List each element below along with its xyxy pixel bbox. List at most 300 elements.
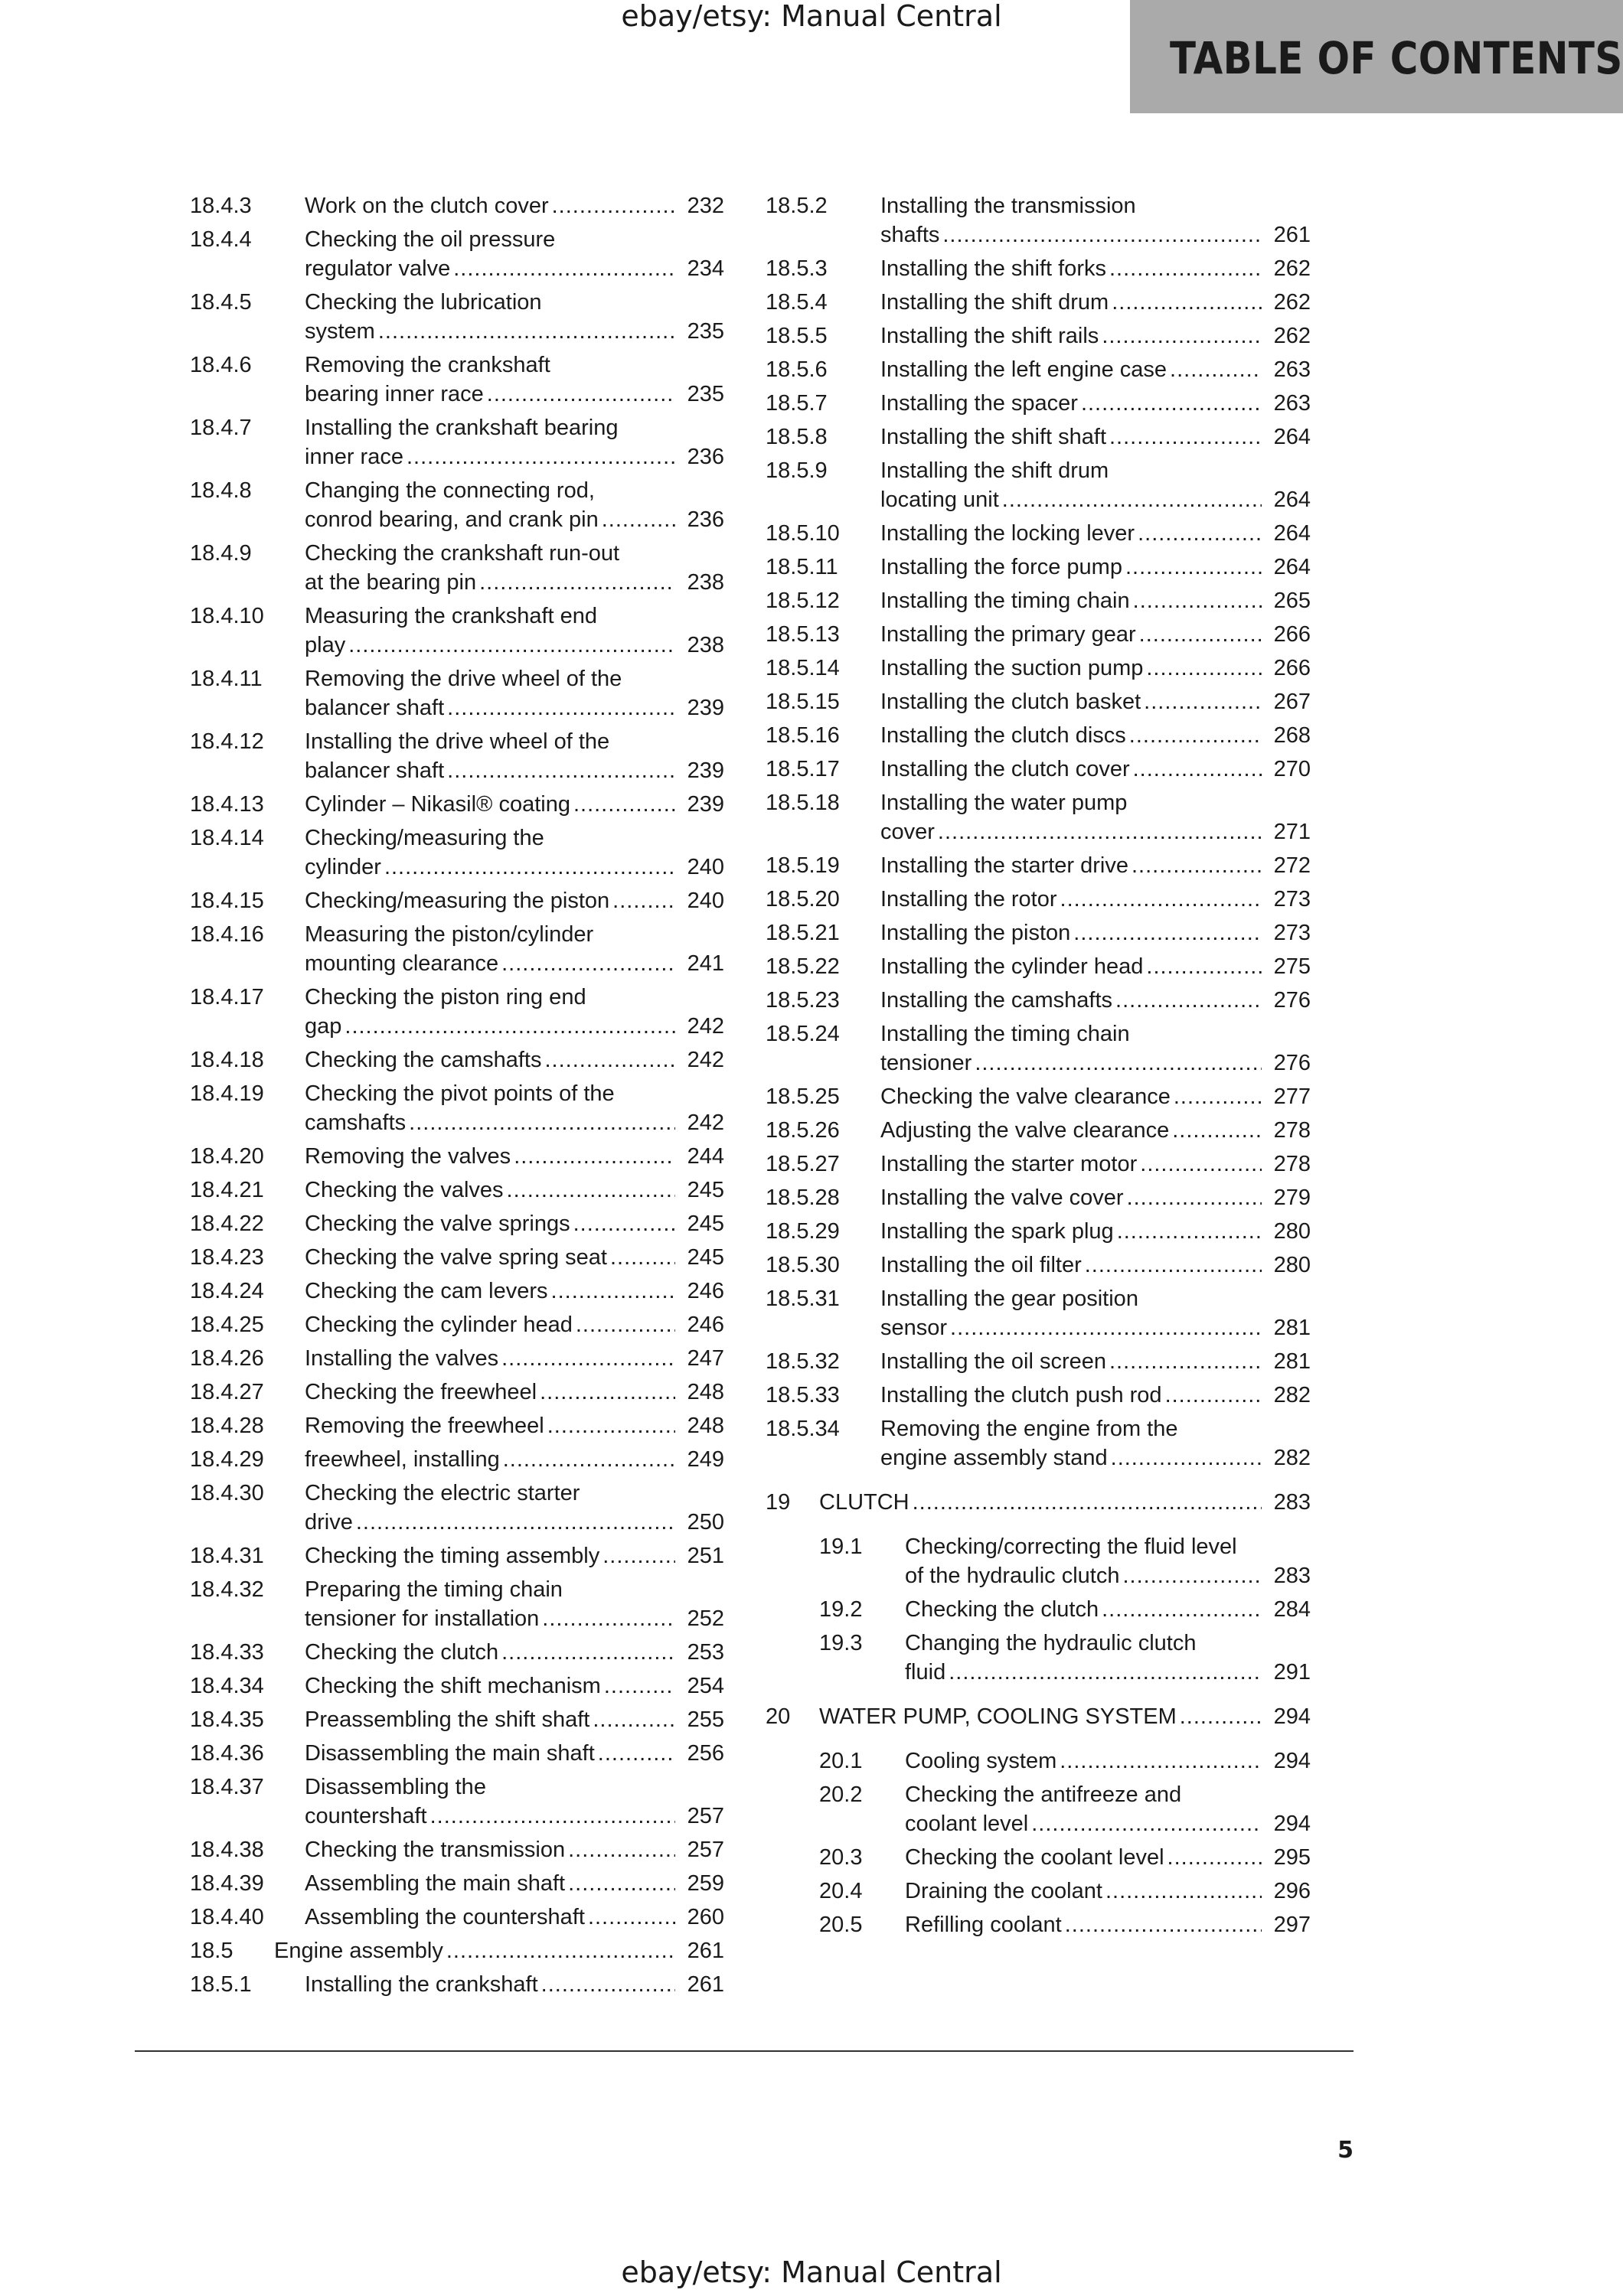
toc-entry-number: 18.4.30	[190, 1481, 264, 1505]
toc-entry[interactable]	[190, 1898, 724, 1932]
toc-entry-title-line: Installing the shift forks	[880, 256, 1106, 281]
toc-entry[interactable]	[766, 1872, 1311, 1906]
toc-entry[interactable]	[766, 187, 1311, 249]
toc-entry-title-line: Installing the shift drum	[880, 458, 1109, 483]
toc-entry[interactable]	[766, 317, 1311, 351]
toc-entry-title-line: Measuring the crankshaft end	[305, 604, 598, 628]
toc-entry[interactable]	[190, 471, 724, 534]
toc-entry[interactable]	[190, 1701, 724, 1734]
toc-entry-title-line: Checking the piston ring end	[305, 985, 586, 1009]
toc-dot-leader	[1133, 586, 1262, 615]
toc-entry-title-line: Installing the gear position	[880, 1287, 1138, 1311]
toc-entry-page: 278	[1273, 1118, 1311, 1143]
toc-entry-number: 19	[766, 1490, 791, 1515]
toc-dot-leader	[356, 1508, 675, 1537]
toc-entry-number: 18.5	[190, 1939, 233, 1963]
toc-entry[interactable]	[766, 1342, 1311, 1376]
toc-entry[interactable]	[766, 880, 1311, 914]
toc-entry-page: 239	[687, 696, 724, 720]
toc-entry-page: 244	[687, 1144, 724, 1169]
toc-entry-page: 254	[687, 1674, 724, 1698]
toc-entry-title-line: Engine assembly	[274, 1939, 443, 1963]
toc-entry-page: 232	[687, 194, 724, 218]
toc-entry[interactable]	[190, 1205, 724, 1238]
toc-entry-title-line: Adjusting the valve clearance	[880, 1118, 1170, 1143]
toc-entry-title-line: Installing the primary gear	[880, 622, 1136, 647]
toc-entry-title-line: Assembling the countershaft	[305, 1905, 585, 1929]
toc-dot-leader	[1144, 687, 1262, 716]
toc-entry[interactable]	[766, 1590, 1311, 1624]
toc-dot-leader	[453, 254, 675, 283]
toc-entry-page: 263	[1273, 391, 1311, 416]
toc-entry[interactable]	[766, 283, 1311, 317]
toc-entry[interactable]	[190, 882, 724, 915]
toc-entry-title-line: countershaft	[305, 1804, 427, 1828]
toc-entry-page: 276	[1273, 1051, 1311, 1075]
toc-entry-page: 273	[1273, 921, 1311, 945]
toc-entry-number: 18.5.21	[766, 921, 840, 945]
toc-dot-leader	[551, 1277, 675, 1306]
toc-entry-title-line: Preassembling the shift shaft	[305, 1707, 590, 1732]
toc-dot-leader	[540, 1378, 675, 1407]
toc-entry-title-line: WATER PUMP, COOLING SYSTEM	[819, 1704, 1177, 1729]
toc-entry-number: 18.4.25	[190, 1313, 264, 1337]
toc-entry-page: 242	[687, 1048, 724, 1072]
toc-entry-title-line: Work on the clutch cover	[305, 194, 549, 218]
toc-entry-title-line: CLUTCH	[819, 1490, 909, 1515]
toc-dot-leader	[1146, 654, 1262, 683]
toc-dot-leader	[610, 1243, 675, 1272]
toc-entry-title-line: Installing the left engine case	[880, 357, 1167, 382]
toc-entry-title-line: tensioner for installation	[305, 1606, 540, 1631]
toc-entry-number: 18.4.15	[190, 889, 264, 913]
toc-dot-leader	[612, 886, 675, 915]
toc-entry-page: 251	[687, 1544, 724, 1568]
toc-dot-leader	[1111, 1443, 1262, 1473]
toc-entry-page: 257	[687, 1804, 724, 1828]
toc-dot-leader	[345, 1012, 675, 1041]
toc-entry-title-line: balancer shaft	[305, 758, 445, 783]
toc-entry[interactable]	[190, 409, 724, 471]
toc-entry[interactable]	[766, 914, 1311, 947]
toc-dot-leader	[447, 756, 675, 785]
toc-entry-title-line: Installing the piston	[880, 921, 1071, 945]
toc-dot-leader	[1127, 1183, 1262, 1212]
toc-entry[interactable]	[766, 1111, 1311, 1145]
toc-entry-page: 256	[687, 1741, 724, 1766]
toc-entry-page: 241	[687, 951, 724, 976]
toc-entry-page: 294	[1273, 1749, 1311, 1773]
toc-entry-number: 18.5.7	[766, 391, 828, 416]
toc-entry-page: 250	[687, 1510, 724, 1534]
toc-entry[interactable]	[766, 750, 1311, 784]
toc-entry[interactable]	[190, 1734, 724, 1768]
toc-entry-number: 18.4.34	[190, 1674, 264, 1698]
toc-entry-number: 18.4.31	[190, 1544, 264, 1568]
toc-entry[interactable]	[190, 1864, 724, 1898]
toc-entry-page: 240	[687, 855, 724, 879]
toc-dot-leader	[542, 1604, 675, 1633]
toc-entry-number: 18.4.38	[190, 1838, 264, 1862]
toc-entry[interactable]	[766, 1015, 1311, 1078]
toc-entry-title-line: Removing the freewheel	[305, 1414, 544, 1438]
toc-entry[interactable]	[190, 220, 724, 283]
toc-entry-number: 18.4.11	[190, 667, 263, 691]
toc-entry[interactable]	[766, 384, 1311, 418]
toc-dot-leader	[547, 1411, 675, 1440]
toc-entry[interactable]	[766, 1212, 1311, 1246]
toc-entry[interactable]	[190, 915, 724, 978]
toc-entry-title-line: Checking the timing assembly	[305, 1544, 600, 1568]
toc-entry-page: 235	[687, 382, 724, 406]
toc-entry-number: 18.5.13	[766, 622, 840, 647]
toc-entry-page: 277	[1273, 1084, 1311, 1109]
toc-entry-title-line: Checking the valve clearance	[880, 1084, 1171, 1109]
toc-entry-number: 18.4.7	[190, 416, 252, 440]
toc-right-column	[766, 187, 1311, 1939]
toc-entry-page: 240	[687, 889, 724, 913]
toc-entry-page: 278	[1273, 1152, 1311, 1176]
toc-entry-number: 18.4.12	[190, 729, 264, 754]
toc-entry[interactable]	[190, 1306, 724, 1339]
toc-entry[interactable]	[190, 187, 724, 220]
toc-entry[interactable]	[190, 785, 724, 819]
toc-entry[interactable]	[766, 1776, 1311, 1838]
toc-entry[interactable]	[190, 1768, 724, 1831]
toc-entry-number: 18.5.3	[766, 256, 828, 281]
toc-entry-title-line: Checking the shift mechanism	[305, 1674, 601, 1698]
toc-entry-page: 261	[687, 1939, 724, 1963]
toc-entry-title-line: Installing the clutch push rod	[880, 1383, 1162, 1407]
toc-entry-title-line: Installing the clutch discs	[880, 723, 1126, 748]
toc-dot-leader	[1105, 1877, 1262, 1906]
toc-dot-leader	[447, 693, 675, 722]
toc-entry-title-line: Installing the cylinder head	[880, 954, 1144, 979]
toc-entry-number: 18.4.36	[190, 1741, 264, 1766]
toc-dot-leader	[507, 1176, 675, 1205]
toc-entry[interactable]	[766, 582, 1311, 615]
toc-entry-page: 279	[1273, 1186, 1311, 1210]
toc-entry-page: 242	[687, 1110, 724, 1135]
toc-entry[interactable]	[190, 1440, 724, 1474]
toc-entry[interactable]	[190, 1570, 724, 1633]
toc-dot-leader	[1138, 519, 1262, 548]
toc-entry[interactable]	[766, 1687, 1311, 1742]
toc-entry-page: 245	[687, 1245, 724, 1270]
toc-entry-number: 20.4	[819, 1879, 863, 1903]
toc-entry-title-line: Installing the force pump	[880, 555, 1122, 579]
toc-entry[interactable]	[190, 1171, 724, 1205]
toc-header-title: TABLE OF CONTENTS	[1170, 32, 1623, 84]
toc-entry-number: 18.5.16	[766, 723, 840, 748]
toc-entry[interactable]	[190, 1932, 724, 1965]
toc-entry-title-line: Installing the valve cover	[880, 1186, 1124, 1210]
toc-dot-leader	[1140, 1150, 1262, 1179]
toc-header-box	[1130, 0, 1623, 113]
toc-entry-number: 20.3	[819, 1845, 863, 1870]
toc-entry-title-line: inner race	[305, 445, 403, 469]
toc-entry[interactable]	[190, 283, 724, 346]
toc-entry-page: 284	[1273, 1597, 1311, 1622]
toc-entry-page: 239	[687, 792, 724, 817]
toc-entry-page: 273	[1273, 887, 1311, 912]
toc-entry-title-line: Installing the water pump	[880, 791, 1128, 815]
toc-entry-title-line: bearing inner race	[305, 382, 484, 406]
toc-entry-title-line: Checking/measuring the piston	[305, 889, 610, 913]
toc-entry[interactable]	[766, 846, 1311, 880]
toc-entry-title-line: Removing the crankshaft	[305, 353, 550, 377]
toc-entry-title-line: Checking the valve spring seat	[305, 1245, 607, 1270]
toc-entry[interactable]	[766, 351, 1311, 384]
toc-entry[interactable]	[190, 597, 724, 660]
toc-entry-page: 253	[687, 1640, 724, 1665]
toc-entry[interactable]	[766, 1473, 1311, 1528]
toc-dot-leader	[603, 1541, 675, 1570]
toc-entry[interactable]	[766, 1906, 1311, 1939]
toc-entry[interactable]	[190, 1238, 724, 1272]
toc-dot-leader	[479, 568, 675, 597]
toc-entry-page: 257	[687, 1838, 724, 1862]
toc-entry-page: 282	[1273, 1446, 1311, 1470]
toc-entry-number: 18.5.31	[766, 1287, 840, 1311]
toc-entry-title-line: balancer shaft	[305, 696, 445, 720]
toc-dot-leader	[1165, 1381, 1262, 1410]
toc-entry-page: 242	[687, 1014, 724, 1039]
toc-entry-title-line: Installing the timing chain	[880, 589, 1130, 613]
toc-entry-number: 20.1	[819, 1749, 863, 1773]
toc-entry-number: 18.4.27	[190, 1380, 264, 1404]
toc-entry[interactable]	[190, 1075, 724, 1137]
toc-entry[interactable]	[766, 1410, 1311, 1473]
toc-dot-leader	[1109, 254, 1262, 283]
toc-entry[interactable]	[190, 722, 724, 785]
toc-entry-number: 18.4.29	[190, 1447, 264, 1472]
toc-entry-number: 18.4.6	[190, 353, 252, 377]
toc-entry-title-line: Checking the electric starter	[305, 1481, 580, 1505]
toc-entry-title-line: Installing the rotor	[880, 887, 1057, 912]
toc-entry[interactable]	[190, 1041, 724, 1075]
toc-entry-page: 264	[1273, 555, 1311, 579]
toc-entry[interactable]	[190, 1474, 724, 1537]
toc-entry[interactable]	[190, 534, 724, 597]
toc-entry-page: 291	[1273, 1660, 1311, 1684]
toc-entry-title-line: Changing the hydraulic clutch	[905, 1631, 1197, 1655]
toc-entry[interactable]	[766, 1528, 1311, 1590]
toc-dot-leader	[1081, 389, 1262, 418]
toc-entry-number: 20.5	[819, 1913, 863, 1937]
toc-entry-number: 18.4.10	[190, 604, 264, 628]
toc-entry-page: 267	[1273, 690, 1311, 714]
toc-entry[interactable]	[766, 514, 1311, 548]
toc-entry-page: 261	[687, 1972, 724, 1997]
toc-entry-page: 262	[1273, 290, 1311, 315]
toc-entry-title-line: freewheel, installing	[305, 1447, 500, 1472]
toc-entry-number: 18.4.26	[190, 1346, 264, 1371]
toc-dot-leader	[1112, 288, 1262, 317]
toc-entry[interactable]	[190, 1831, 724, 1864]
toc-entry[interactable]	[766, 716, 1311, 750]
toc-entry-page: 282	[1273, 1383, 1311, 1407]
toc-entry[interactable]	[190, 1339, 724, 1373]
toc-entry-title-line: Checking the pivot points of the	[305, 1081, 615, 1106]
toc-entry-number: 18.5.26	[766, 1118, 840, 1143]
toc-entry-title-line: engine assembly stand	[880, 1446, 1108, 1470]
toc-entry-title-line: fluid	[905, 1660, 946, 1684]
toc-entry[interactable]	[766, 1280, 1311, 1342]
toc-dot-leader	[573, 1209, 675, 1238]
toc-entry[interactable]	[766, 1624, 1311, 1687]
toc-dot-leader	[949, 1658, 1262, 1687]
toc-entry[interactable]	[766, 548, 1311, 582]
toc-dot-leader	[384, 853, 675, 882]
toc-entry-page: 281	[1273, 1349, 1311, 1374]
toc-entry-number: 18.5.34	[766, 1417, 840, 1441]
toc-entry-number: 18.5.24	[766, 1022, 840, 1046]
toc-entry-number: 18.4.20	[190, 1144, 264, 1169]
toc-entry-page: 245	[687, 1178, 724, 1202]
toc-entry[interactable]	[766, 649, 1311, 683]
toc-entry-title-line: Installing the shift rails	[880, 324, 1099, 348]
toc-entry-title-line: drive	[305, 1510, 353, 1534]
toc-entry-page: 262	[1273, 256, 1311, 281]
toc-entry[interactable]	[766, 1838, 1311, 1872]
toc-entry-title-line: shafts	[880, 223, 940, 247]
toc-entry[interactable]	[766, 1742, 1311, 1776]
toc-entry-number: 18.5.14	[766, 656, 840, 680]
toc-entry[interactable]	[766, 1246, 1311, 1280]
toc-entry[interactable]	[766, 615, 1311, 649]
toc-entry-page: 281	[1273, 1316, 1311, 1340]
toc-entry[interactable]	[766, 1145, 1311, 1179]
toc-dot-leader	[604, 1671, 675, 1701]
toc-entry-title-line: Removing the drive wheel of the	[305, 667, 622, 691]
page-number: 5	[1337, 2137, 1354, 2164]
toc-dot-leader	[1172, 1116, 1262, 1145]
toc-entry-title-line: Installing the drive wheel of the	[305, 729, 610, 754]
toc-entry-page: 294	[1273, 1704, 1311, 1729]
toc-dot-leader	[1109, 1347, 1262, 1376]
toc-entry-number: 18.5.25	[766, 1084, 840, 1109]
toc-entry[interactable]	[190, 346, 724, 409]
toc-entry[interactable]	[190, 1633, 724, 1667]
toc-dot-leader	[487, 380, 675, 409]
toc-entry-number: 18.5.12	[766, 589, 840, 613]
toc-entry-title-line: Installing the timing chain	[880, 1022, 1130, 1046]
toc-entry-title-line: Checking the coolant level	[905, 1845, 1164, 1870]
toc-entry-page: 236	[687, 507, 724, 532]
toc-entry-page: 238	[687, 633, 724, 657]
toc-entry-number: 18.5.33	[766, 1383, 840, 1407]
toc-entry-number: 18.5.15	[766, 690, 840, 714]
toc-entry[interactable]	[190, 1137, 724, 1171]
toc-entry-number: 18.4.33	[190, 1640, 264, 1665]
toc-entry-number: 18.4.19	[190, 1081, 264, 1106]
toc-dot-leader	[501, 949, 675, 978]
toc-entry[interactable]	[766, 249, 1311, 283]
toc-dot-leader	[1060, 1746, 1262, 1776]
toc-dot-leader	[1170, 355, 1262, 384]
toc-dot-leader	[913, 1488, 1262, 1517]
toc-entry-number: 18.5.10	[766, 521, 840, 546]
toc-entry[interactable]	[190, 819, 724, 882]
toc-entry[interactable]	[766, 1078, 1311, 1111]
toc-entry-title-line: Removing the valves	[305, 1144, 511, 1169]
toc-entry-title-line: Assembling the main shaft	[305, 1871, 566, 1896]
toc-entry[interactable]	[190, 1667, 724, 1701]
toc-entry-title-line: Checking the transmission	[305, 1838, 566, 1862]
toc-entry-page: 283	[1273, 1564, 1311, 1588]
toc-entry-page: 248	[687, 1380, 724, 1404]
toc-entry[interactable]	[766, 784, 1311, 846]
toc-dot-leader	[1133, 755, 1262, 784]
toc-entry[interactable]	[190, 660, 724, 722]
toc-dot-leader	[1132, 851, 1262, 880]
toc-entry-page: 268	[1273, 723, 1311, 748]
toc-entry[interactable]	[766, 947, 1311, 981]
toc-entry-title-line: Disassembling the	[305, 1775, 486, 1799]
toc-dot-leader	[1146, 952, 1262, 981]
toc-entry[interactable]	[190, 1537, 724, 1570]
toc-entry-number: 19.3	[819, 1631, 863, 1655]
toc-entry-title-line: Removing the engine from the	[880, 1417, 1178, 1441]
toc-dot-leader	[1031, 1809, 1262, 1838]
toc-entry-title-line: Installing the valves	[305, 1346, 499, 1371]
toc-entry-title-line: Checking the oil pressure	[305, 227, 556, 252]
toc-entry[interactable]	[190, 1965, 724, 1999]
toc-entry[interactable]	[766, 981, 1311, 1015]
toc-entry-number: 18.4.39	[190, 1871, 264, 1896]
toc-dot-leader	[950, 1313, 1262, 1342]
toc-dot-leader	[1102, 321, 1262, 351]
toc-entry[interactable]	[190, 1272, 724, 1306]
toc-entry-page: 245	[687, 1212, 724, 1236]
toc-entry-number: 18.5.27	[766, 1152, 840, 1176]
toc-entry-title-line: Preparing the timing chain	[305, 1577, 563, 1602]
toc-entry-number: 20.2	[819, 1782, 863, 1807]
toc-entry-number: 18.5.4	[766, 290, 828, 315]
toc-entry[interactable]	[190, 978, 724, 1041]
toc-entry-title-line: regulator valve	[305, 256, 451, 281]
toc-dot-leader	[544, 1045, 675, 1075]
toc-entry-page: 280	[1273, 1253, 1311, 1277]
toc-dot-leader	[501, 1344, 675, 1373]
toc-entry-number: 18.5.11	[766, 555, 838, 579]
toc-entry[interactable]	[190, 1373, 724, 1407]
toc-entry[interactable]	[766, 683, 1311, 716]
toc-entry[interactable]	[190, 1407, 724, 1440]
toc-entry-title-line: mounting clearance	[305, 951, 499, 976]
toc-entry-title-line: camshafts	[305, 1110, 407, 1135]
toc-entry-number: 18.4.18	[190, 1048, 264, 1072]
toc-entry-title-line: conrod bearing, and crank pin	[305, 507, 599, 532]
toc-entry[interactable]	[766, 1179, 1311, 1212]
toc-entry-title-line: Installing the locking lever	[880, 521, 1135, 546]
toc-entry-number: 18.5.32	[766, 1349, 840, 1374]
toc-entry[interactable]	[766, 452, 1311, 514]
toc-entry-number: 18.4.40	[190, 1905, 264, 1929]
toc-entry-page: 272	[1273, 853, 1311, 878]
toc-entry-page: 270	[1273, 757, 1311, 781]
toc-entry-title-line: Cooling system	[905, 1749, 1057, 1773]
toc-dot-leader	[942, 220, 1262, 249]
toc-dot-leader	[593, 1705, 675, 1734]
toc-entry[interactable]	[766, 1376, 1311, 1410]
toc-dot-leader	[1115, 986, 1262, 1015]
toc-entry[interactable]	[766, 418, 1311, 452]
toc-entry-page: 271	[1273, 820, 1311, 844]
toc-entry-title-line: Checking the lubrication	[305, 290, 542, 315]
toc-dot-leader	[514, 1142, 675, 1171]
